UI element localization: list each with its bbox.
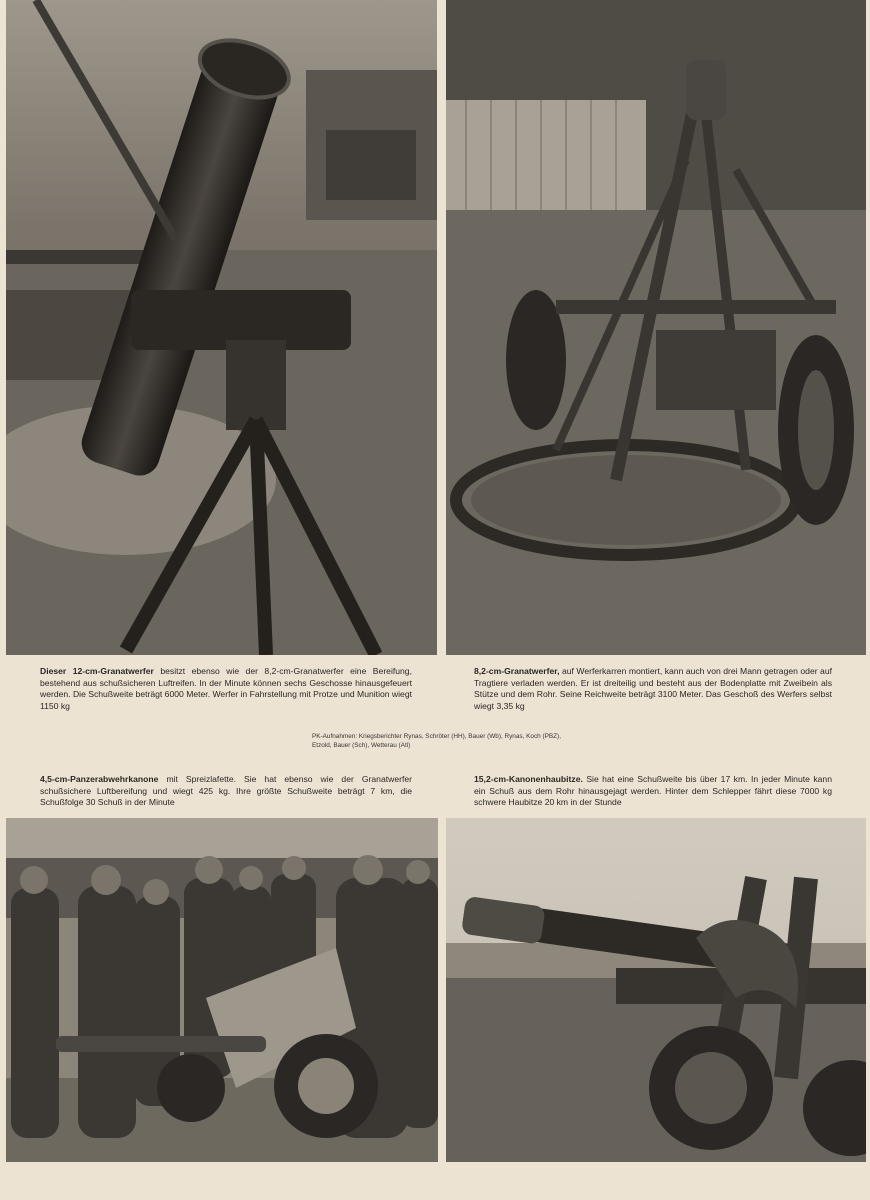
caption-152cm-howitzer: [474, 774, 832, 809]
caption-lead: 4,5-cm-Panzerabwehrkanone: [40, 774, 159, 784]
photo-12cm-mortar: [6, 0, 437, 655]
photo-82cm-mortar-cart: [446, 0, 866, 655]
caption-body: auf Werferkarren montiert, kann auch von drei Mann getragen oder auf Tragtiere verladen werden. Er ist dreiteilig und besteht aus der Bodenplatte mit Zweibein als Stütze und dem Rohr. Seine Reichweite beträgt 3100 Meter. Das Geschoß des Werfers selbst wiegt 3,35 kg: [474, 666, 832, 711]
caption-lead: 15,2-cm-Kanonenhaubitze.: [474, 774, 583, 784]
photo-152cm-howitzer: [446, 818, 866, 1162]
caption-body: mit Spreizlafette. Sie hat ebenso wie der Granatwerfer schußsichere Luftbereifung und wiegt 425 kg. Ihre größte Schußweite beträgt 7 km, die Schußfolge 30 Schuß in der Minute: [40, 774, 412, 808]
caption-45cm-antitank-gun: [40, 774, 412, 809]
caption-body: Sie hat eine Schußweite bis über 17 km. In jeder Minute kann ein Schuß aus dem Rohr hinausgejagt werden. Hinter dem Schlepper fährt diese 7000 kg schwere Haubitze 20 km in der Stunde: [474, 774, 832, 808]
photo-45cm-antitank-gun: [6, 818, 438, 1162]
caption-82cm-mortar: [474, 666, 832, 712]
caption-body: besitzt ebenso wie der 8,2-cm-Granatwerfer eine Bereifung, bestehend aus schußsicheren Luftreifen. In der Minute können sechs Geschosse hinausgefeuert werden. Die Schußweite beträgt 6000 Meter. Werfer in Fahrstellung mit Protze und Munition wiegt 1150 kg: [40, 666, 412, 711]
caption-lead: Dieser 12-cm-Granatwerfer: [40, 666, 154, 676]
photo-credits: PK-Aufnahmen: Kriegsberichter Rynas, Schröter (HH), Bauer (Wb), Rynas, Koch (PBZ), Etzold, Bauer (Sch), Wetterau (Atl): [312, 733, 561, 749]
caption-12cm-mortar: [40, 666, 412, 712]
caption-lead: 8,2-cm-Granatwerfer,: [474, 666, 560, 676]
